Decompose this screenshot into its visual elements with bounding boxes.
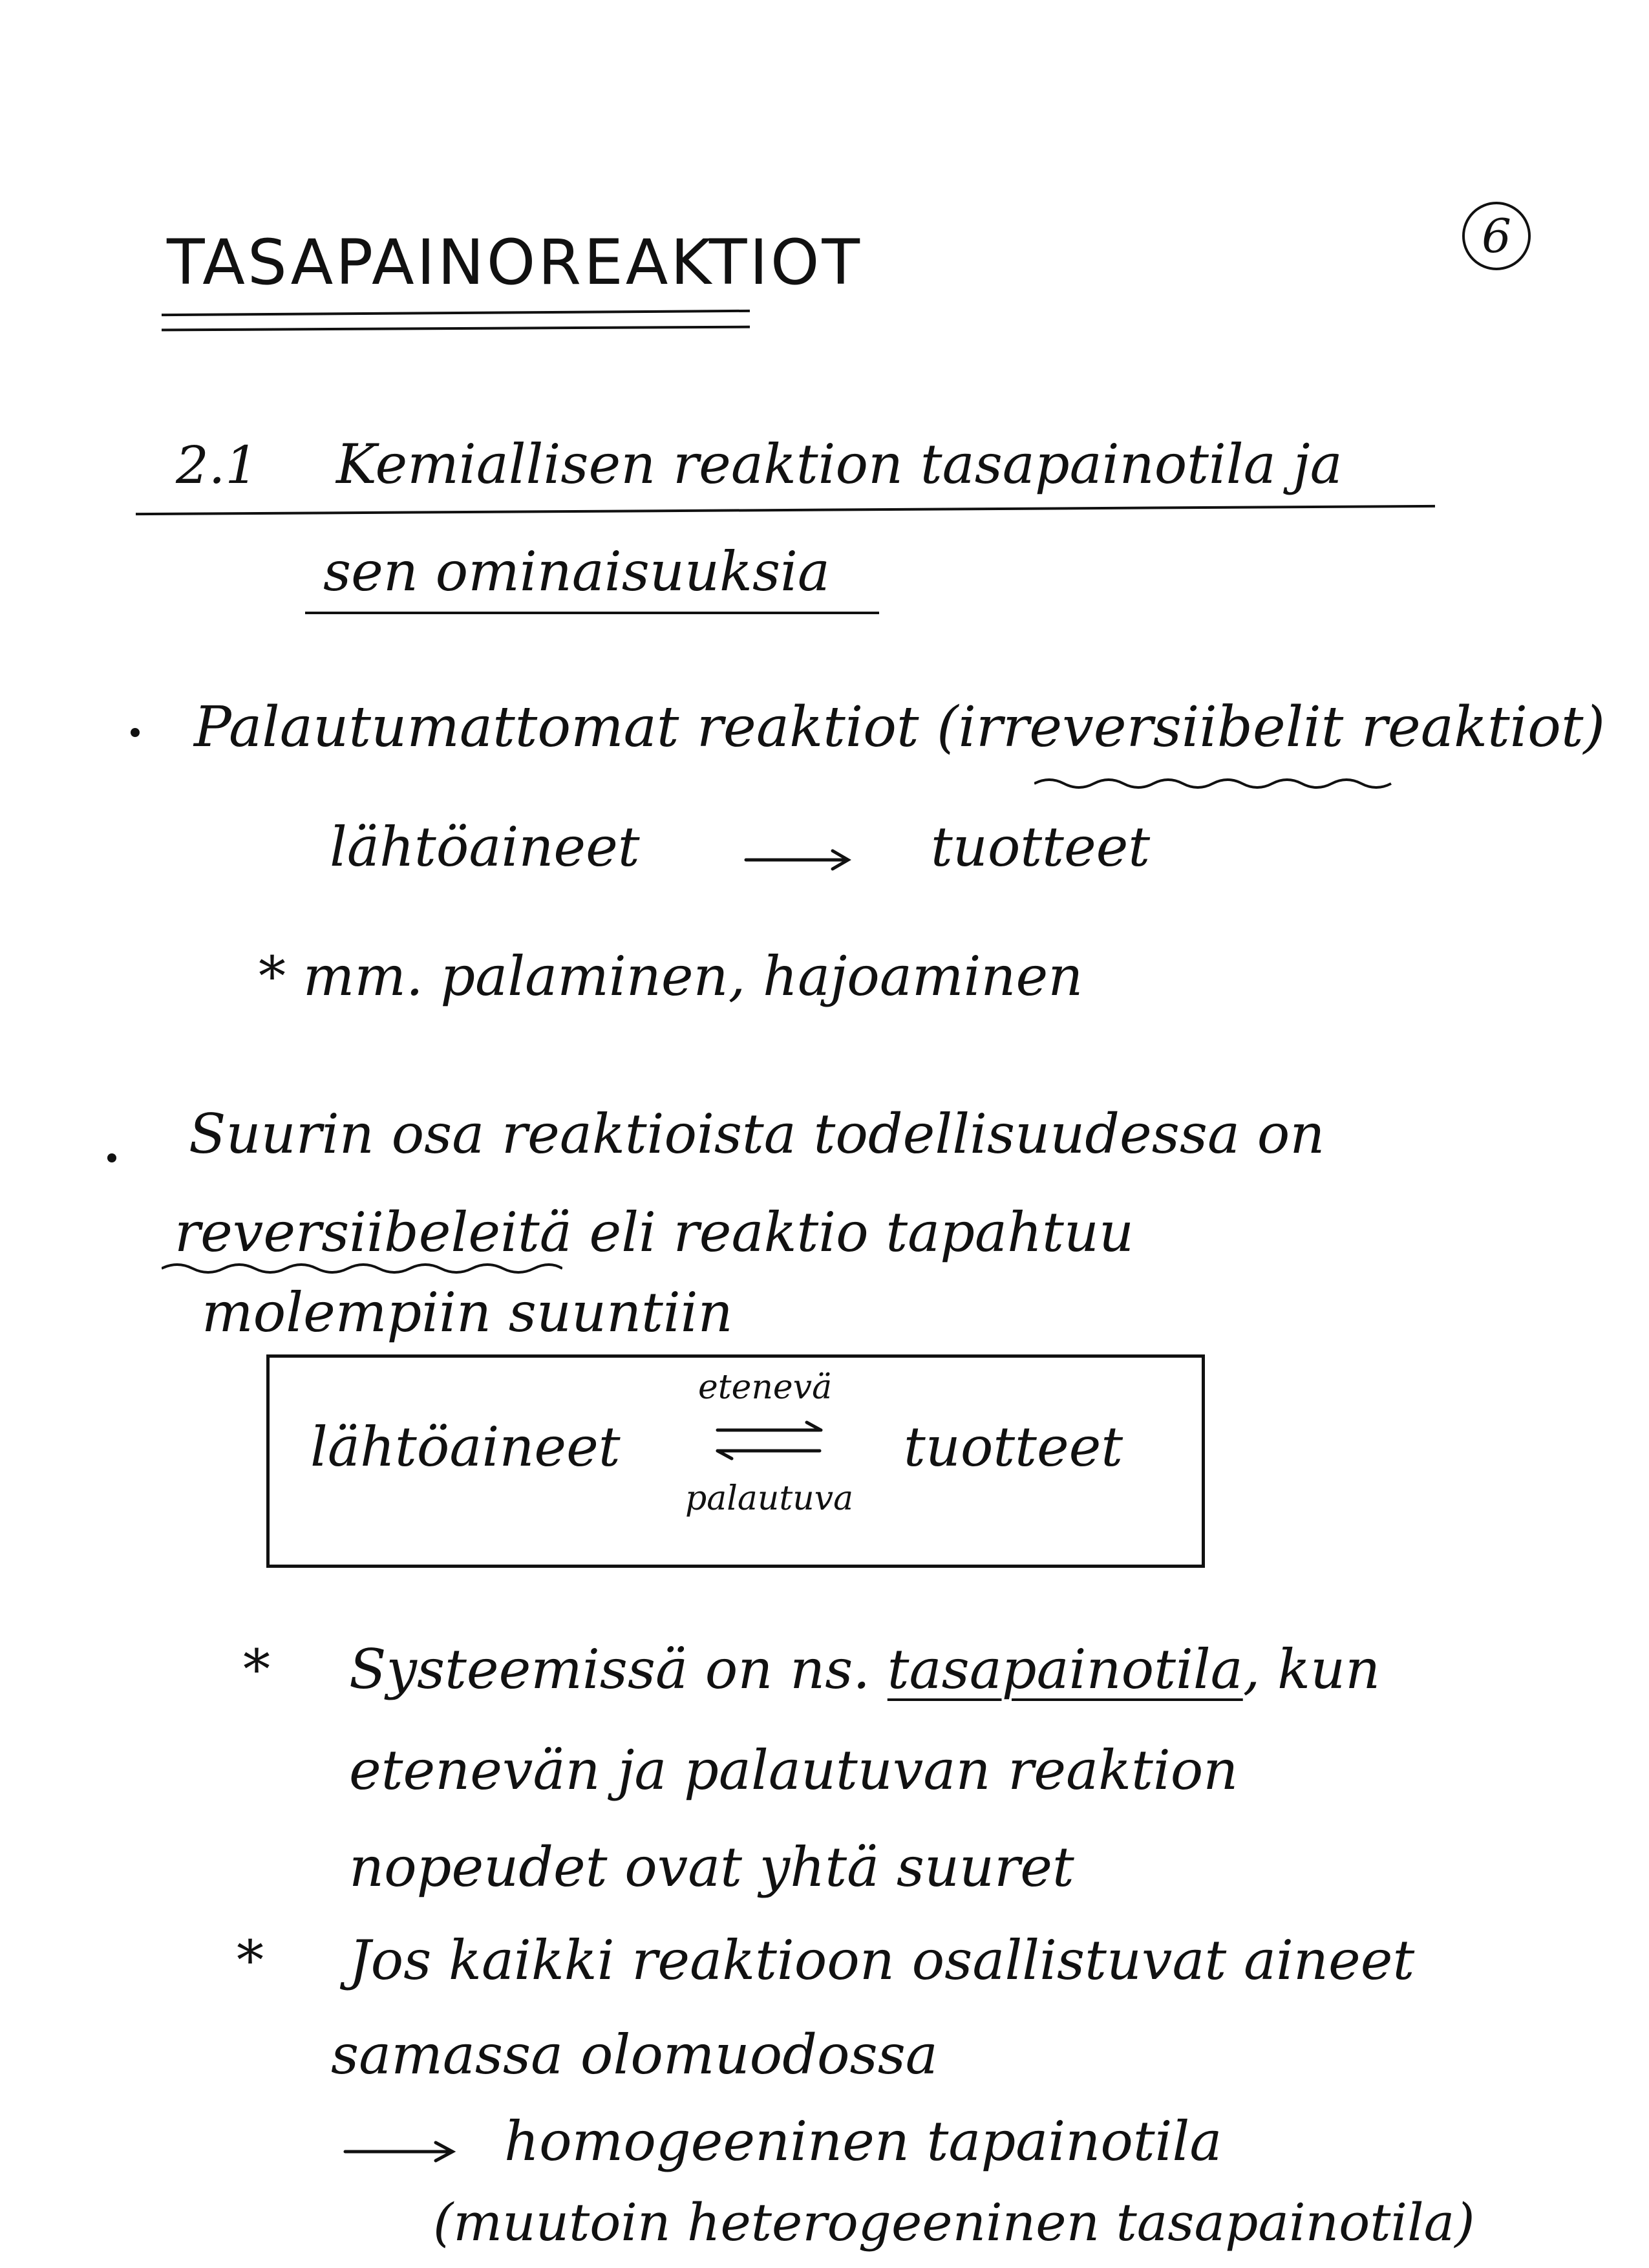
note1-line1 bbox=[349, 1638, 1381, 1701]
irreversible-heading bbox=[194, 695, 1606, 760]
irreversible-wavy-underline bbox=[1034, 776, 1396, 791]
box-reverse-label: palautuva bbox=[685, 1479, 854, 1518]
reversible-line2 bbox=[175, 1201, 1134, 1264]
note1-before: Systeemissä on ns. bbox=[349, 1638, 888, 1701]
bullet-irreversible bbox=[131, 728, 140, 737]
note2-arrow-icon bbox=[343, 2139, 459, 2165]
box-reactants: lähtöaineet bbox=[310, 1415, 621, 1479]
irreversible-prefix: Palautumattomat reaktiot ( bbox=[194, 695, 959, 760]
note1-after: , kun bbox=[1242, 1638, 1381, 1701]
box-forward-label: etenevä bbox=[698, 1368, 833, 1407]
bullet-reversible bbox=[107, 1153, 116, 1162]
note2-line3: homogeeninen tapainotila bbox=[504, 2110, 1222, 2173]
note1-term: tasapainotila bbox=[887, 1638, 1243, 1701]
reversible-term: reversiibeleitä bbox=[175, 1201, 572, 1264]
irreversible-products: tuotteet bbox=[931, 815, 1151, 879]
irreversible-reactants: lähtöaineet bbox=[330, 815, 640, 879]
note2-line1: Jos kaikki reaktioon osallistuvat aineet bbox=[349, 1929, 1415, 1992]
title-underline-2 bbox=[162, 326, 750, 332]
reversible-wavy-underline bbox=[162, 1261, 562, 1276]
reversible-line1: Suurin osa reaktioista todellisuudessa on bbox=[189, 1102, 1325, 1166]
reversible-line3: molempiin suuntiin bbox=[202, 1281, 733, 1344]
irreversible-suffix: reaktiot) bbox=[1343, 695, 1606, 760]
section-title-line2: sen ominaisuuksia bbox=[323, 540, 831, 603]
title-underline-1 bbox=[162, 310, 750, 316]
note1-line2: etenevän ja palautuvan reaktion bbox=[349, 1738, 1239, 1802]
box-products: tuotteet bbox=[904, 1415, 1123, 1479]
section-number: 2.1 bbox=[176, 435, 259, 495]
irreversible-example: * mm. palaminen, hajoaminen bbox=[259, 945, 1083, 1008]
page-title: TASAPAINOREAKTIOT bbox=[167, 226, 863, 299]
irreversible-term: irreversiibelit bbox=[958, 695, 1344, 760]
section-underline-1 bbox=[136, 505, 1435, 515]
equilibrium-arrows-icon bbox=[711, 1416, 827, 1468]
note1-line3: nopeudet ovat yhtä suuret bbox=[349, 1835, 1074, 1899]
note2-line2: samassa olomuodossa bbox=[331, 2023, 938, 2086]
irreversible-arrow-icon bbox=[743, 847, 853, 873]
note1-star: * bbox=[243, 1638, 270, 1701]
section-underline-2 bbox=[305, 612, 879, 614]
note2-star: * bbox=[237, 1929, 264, 1992]
page-number: 6 bbox=[1462, 202, 1531, 270]
note2-line4: (muutoin heterogeeninen tasapainotila) bbox=[433, 2192, 1475, 2252]
section-title-line1: Kemiallisen reaktion tasapainotila ja bbox=[336, 433, 1343, 496]
reversible-line2-rest: eli reaktio tapahtuu bbox=[571, 1201, 1134, 1264]
